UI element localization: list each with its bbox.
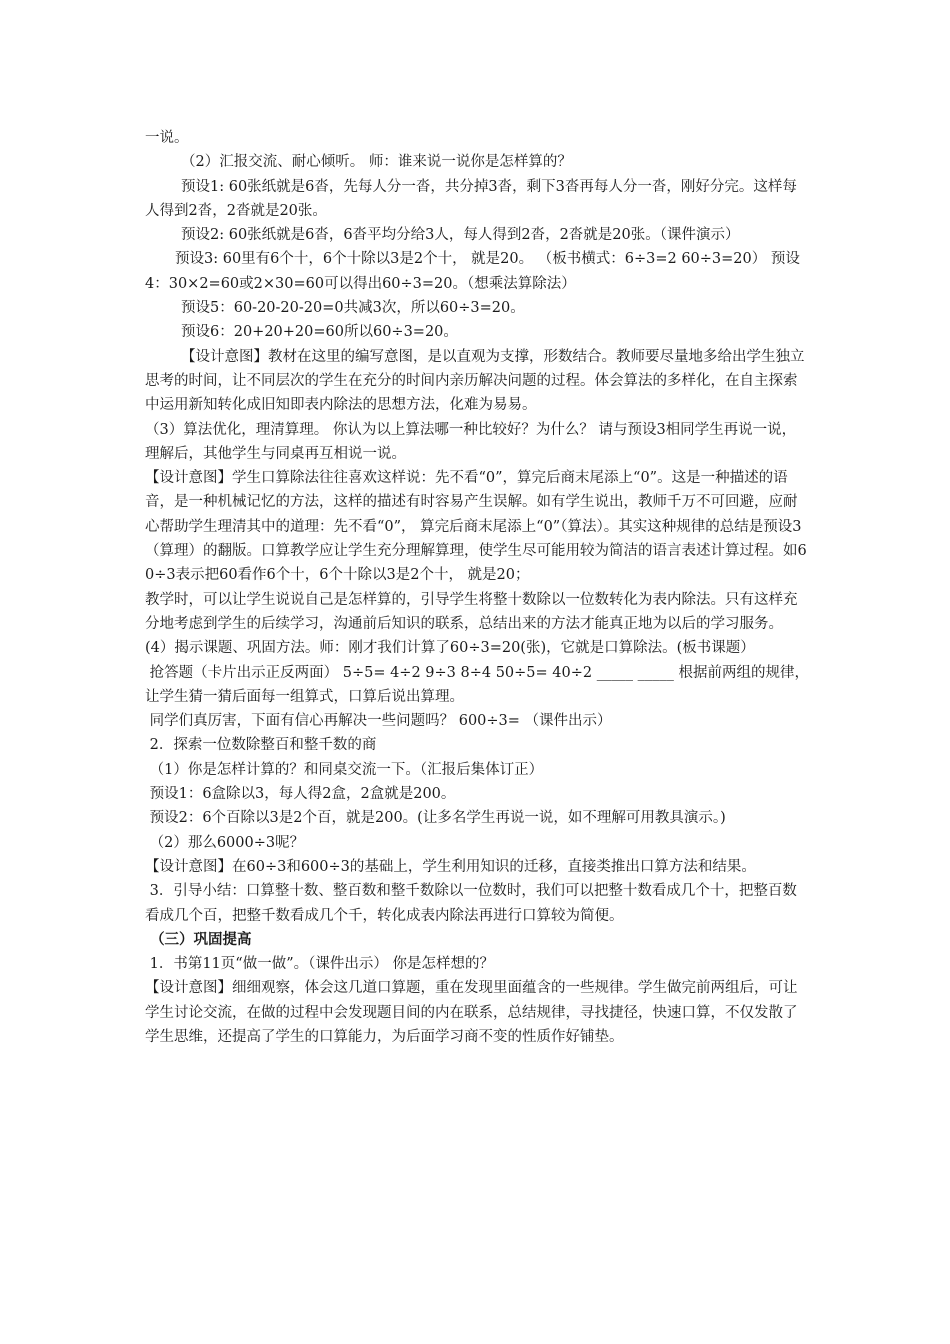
design-intent-paragraph: 【设计意图】教材在这里的编写意图，是以直观为支撑，形数结合。教师要尽量地多给出学生独立思考的时间，让不同层次的学生在充分的时间内亲历解决问题的过程。体会算法的多样化，在自主探索中运用新知转化成旧知即表内除法的思想方法，化难为易易。 <box>145 348 805 414</box>
paragraph: 1．书第11页“做一做”。（课件出示） 你是怎样想的？ <box>145 956 494 973</box>
section-heading: 2．探索一位数除整百和整千数的商 <box>145 737 377 754</box>
paragraph: 预设1: 60张纸就是6沓，先每人分一沓，共分掉3沓，剩下3沓再每人分一沓，刚好分完。这样每人得到2沓，2沓就是20张。 <box>145 178 797 219</box>
paragraph: 教学时，可以让学生说说自己是怎样算的，引导学生将整十数除以一位数转化为表内除法。只有这样充分地考虑到学生的后续学习，沟通前后知识的联系，总结出来的方法才能真正地为以后的学习服务。 <box>145 591 798 632</box>
paragraph: 预设3: 60里有6个十，6个十除以3是2个十， 就是20。 （板书横式：6÷3=2 60÷3=20） 预设4：30×2=60或2×30=60可以得出60÷3=20。（想乘法算除法） <box>145 251 800 292</box>
design-intent-paragraph: 【设计意图】在60÷3和600÷3的基础上，学生利用知识的迁移，直接类推出口算方法和结果。 <box>145 858 756 875</box>
paragraph: 一说。 <box>145 130 189 146</box>
document-page <box>145 126 810 1049</box>
paragraph: （3）算法优化，理清算理。 你认为以上算法哪一种比较好？为什么？ 请与预设3相同学生再说一说，理解后，其他学生与同桌再互相说一说。 <box>145 421 797 462</box>
section-heading-consolidation: （三）巩固提高 <box>145 930 252 948</box>
paragraph: 预设1：6盒除以3，每人得2盒，2盒就是200。 <box>145 786 456 803</box>
paragraph: （1）你是怎样计算的？和同桌交流一下。（汇报后集体订正） <box>145 761 544 778</box>
paragraph: (4）揭示课题、巩固方法。师：刚才我们计算了60÷3=20(张)，它就是口算除法。(板书课题） <box>145 640 755 657</box>
paragraph: 预设2：6个百除以3是2个百，就是200。(让多名学生再说一说，如不理解可用教具演示。) <box>145 810 726 827</box>
design-intent-paragraph: 【设计意图】学生口算除法往往喜欢这样说：先不看“0”，算完后商末尾添上“0”。这是一种描述的语音，是一种机械记忆的方法，这样的描述有时容易产生误解。如有学生说出，教师千万不可回避，应耐心帮助学生理清其中的道理：先不看“0”， 算完后商末尾添上“0”（算法）。其实这种规律的总结是预设3（算理）的翻版。口算教学应让学生充分理解算理，使学生尽可能用较为简洁的语言表述计算过程。如60÷3表示把60看作6个十，6个十除以3是2个十， 就是20； <box>145 470 807 584</box>
quick-answer-paragraph: 抢答题（卡片出示正反两面） 5÷5= 4÷2 9÷3 8÷4 50÷5= 40÷2 _____ _____ 根据前两组的规律，让学生猜一猜后面每一组算式，口算后说出算理。 <box>145 664 809 705</box>
paragraph: （2）汇报交流、耐心倾听。 师：谁来说一说你是怎样算的？ <box>181 154 572 171</box>
paragraph: 预设6：20+20+20=60所以60÷3=20。 <box>181 324 458 341</box>
summary-paragraph: 3．引导小结：口算整十数、整百数和整千数除以一位数时，我们可以把整十数看成几个十，把整百数看成几个百，把整千数看成几个千，转化成表内除法再进行口算较为简便。 <box>145 883 797 924</box>
design-intent-paragraph: 【设计意图】细细观察，体会这几道口算题，重在发现里面蕴含的一些规律。学生做完前两组后，可让学生讨论交流，在做的过程中会发现题目间的内在联系，总结规律，寻找捷径，快速口算，不仅发散了学生思维，还提高了学生的口算能力，为后面学习商不变的性质作好铺垫。 <box>145 980 798 1045</box>
paragraph: （2）那么6000÷3呢？ <box>145 834 305 851</box>
paragraph: 同学们真厉害，下面有信心再解决一些问题吗？ 600÷3= （课件出示） <box>145 713 612 730</box>
paragraph: 预设5：60-20-20-20=0共减3次，所以60÷3=20。 <box>181 300 525 317</box>
paragraph: 预设2: 60张纸就是6沓，6沓平均分给3人，每人得到2沓，2沓就是20张。（课件演示） <box>181 227 740 244</box>
